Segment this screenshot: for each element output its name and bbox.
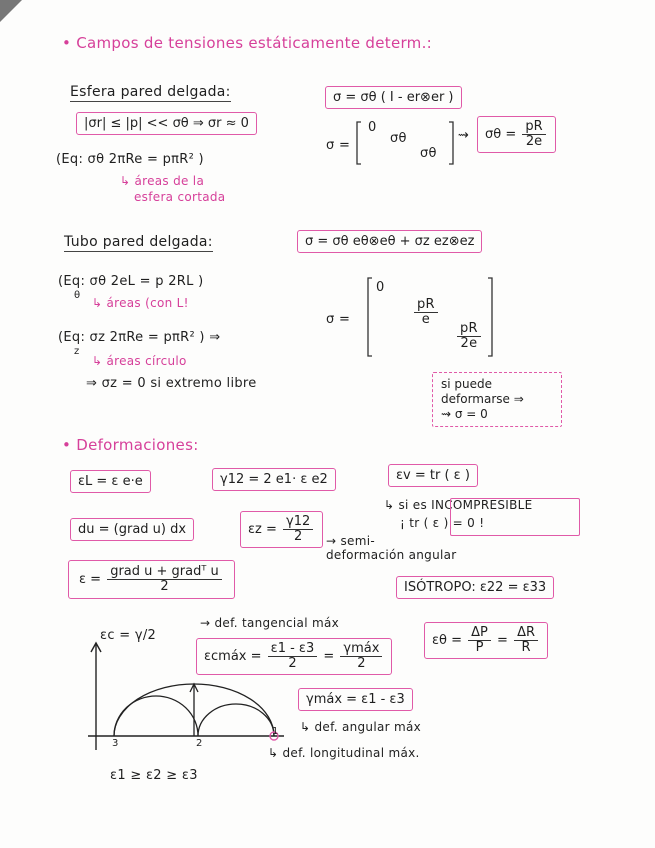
incompresible-formula: ¡ tr ( ε ) = 0 ! (400, 516, 485, 530)
eps-num: grad u + gradᵀ u (107, 565, 222, 580)
tubo-note-box (432, 372, 562, 427)
heading-campos-tensiones: • Campos de tensiones estáticamente determ.: (62, 34, 433, 52)
eps-l-box: εL = ε e·e (70, 470, 151, 493)
eps-theta-d2: R (521, 640, 531, 655)
longitudinal-note: ↳ def. longitudinal máx. (268, 746, 420, 760)
esfera-result-frac (522, 120, 545, 149)
equals-sign: = (497, 633, 508, 648)
esfera-result-lhs: σθ = (485, 127, 517, 142)
tubo-eq1-note: ↳ áreas (con L! (92, 296, 189, 310)
eps-z-box (240, 511, 323, 548)
tubo-note-2: deformarse ⇒ (441, 392, 524, 406)
esfera-title: Esfera pared delgada: (70, 84, 231, 100)
eps-den: 2 (160, 579, 169, 594)
mohr-tick-3: 3 (112, 738, 119, 749)
gamma-box: γ12 = 2 e1· ε e2 (212, 468, 336, 491)
eps-z-lhs: εz = (248, 522, 277, 537)
eps-order: ε1 ≥ ε2 ≥ ε3 (110, 768, 198, 783)
angular-note: ↳ def. angular máx (300, 720, 422, 734)
tubo-eq3: ⇒ σz = 0 si extremo libre (86, 376, 257, 391)
page-corner-fold (0, 0, 22, 22)
tubo-m2-den: 2e (460, 336, 478, 351)
emax-lhs: εcmáx = (204, 649, 262, 664)
eps-z-num: γ12 (283, 515, 313, 530)
tubo-eq2: (Eq: σz 2πRe = pπR² ) ⇒ (58, 330, 221, 345)
tubo-m1-num: pR (414, 298, 438, 313)
emax-frac-2 (340, 642, 382, 671)
tubo-note-3: ⇝ σ = 0 (441, 407, 488, 421)
eps-tensor-box (68, 560, 235, 599)
eps-v-box: εv = tr ( ε ) (388, 464, 478, 487)
eps-theta-n1: ΔP (468, 626, 491, 641)
esfera-eq-note-1: ↳ áreas de la (120, 174, 205, 188)
tubo-eq2-sub: z (74, 346, 80, 357)
esfera-eq-note-2: esfera cortada (134, 190, 226, 204)
esfera-matrix-right-bracket (449, 122, 453, 164)
tubo-note-1: si puede (441, 377, 493, 391)
eps-theta-frac-1 (468, 626, 491, 655)
eps-theta-lhs: εθ = (432, 633, 463, 648)
eps-c-axis-label: εc = γ/2 (100, 628, 157, 643)
tubo-eq2-note: ↳ áreas círculo (92, 354, 187, 368)
tubo-matrix-right-bracket (488, 278, 492, 356)
emax-den2: 2 (357, 656, 366, 671)
emax-num1: ε1 - ε3 (268, 642, 318, 657)
tubo-matrix-m2 (457, 322, 481, 351)
tangencial-note: → def. tangencial máx (200, 616, 339, 630)
tubo-matrix-m1 (414, 298, 438, 327)
esfera-matrix-left-bracket (357, 122, 361, 164)
esfera-result-den: 2e (525, 134, 543, 149)
eps-theta-n2: ΔR (514, 626, 538, 641)
esfera-matrix-lhs: σ = (326, 138, 351, 153)
tubo-eq1: (Eq: σθ 2eL = p 2RL ) (58, 274, 204, 289)
esfera-matrix-b: σθ (390, 131, 407, 146)
mohr-tick-1: 1 (272, 726, 279, 737)
esfera-result-box (477, 116, 556, 153)
du-box: du = (grad u) dx (70, 518, 194, 541)
tubo-title: Tubo pared delgada: (64, 234, 213, 250)
semi-note-1: → semi- (326, 534, 375, 548)
semi-note-2: deformación angular (326, 548, 457, 562)
arrow-icon: ⇝ (458, 128, 470, 143)
esfera-equilibrium: (Eq: σθ 2πRe = pπR² ) (56, 152, 204, 167)
mohr-circle-left (114, 696, 198, 736)
esfera-matrix-c: σθ (420, 146, 437, 161)
eps-theta-box (424, 622, 548, 659)
incompresible-note: ↳ si es INCOMPRESIBLE (384, 498, 533, 512)
tubo-eq1-sub: θ (74, 290, 81, 301)
gmax-box: γmáx = ε1 - ε3 (298, 688, 413, 711)
tubo-matrix-left-bracket (368, 278, 372, 356)
tubo-m1-den: e (421, 312, 431, 327)
esfera-result-num: pR (522, 120, 545, 135)
eps-frac (107, 565, 222, 594)
tubo-tensor-box: σ = σθ eθ⊗eθ + σz ez⊗ez (297, 230, 482, 253)
eps-theta-frac-2 (514, 626, 538, 655)
emax-num2: γmáx (340, 642, 382, 657)
equals-sign-2: = (323, 649, 335, 664)
eps-theta-d1: P (475, 640, 484, 655)
esfera-matrix-a: 0 (368, 120, 377, 135)
eps-lhs: ε = (79, 572, 102, 587)
mohr-tick-2: 2 (196, 738, 203, 749)
esfera-tensor-box: σ = σθ ( I - er⊗er ) (325, 86, 462, 109)
tubo-matrix-0: 0 (376, 280, 385, 295)
tubo-m2-num: pR (457, 322, 481, 337)
emax-den1: 2 (288, 656, 297, 671)
eps-z-den: 2 (294, 529, 303, 544)
heading-deformaciones: • Deformaciones: (62, 436, 199, 454)
esfera-condition-box: |σr| ≤ |p| << σθ ⇒ σr ≈ 0 (76, 112, 257, 135)
eps-z-frac (283, 515, 313, 544)
tubo-matrix-lhs: σ = (326, 312, 351, 327)
isotropo-box: ISÓTROPO: ε22 = ε33 (396, 576, 554, 599)
incompresible-box (450, 498, 580, 536)
